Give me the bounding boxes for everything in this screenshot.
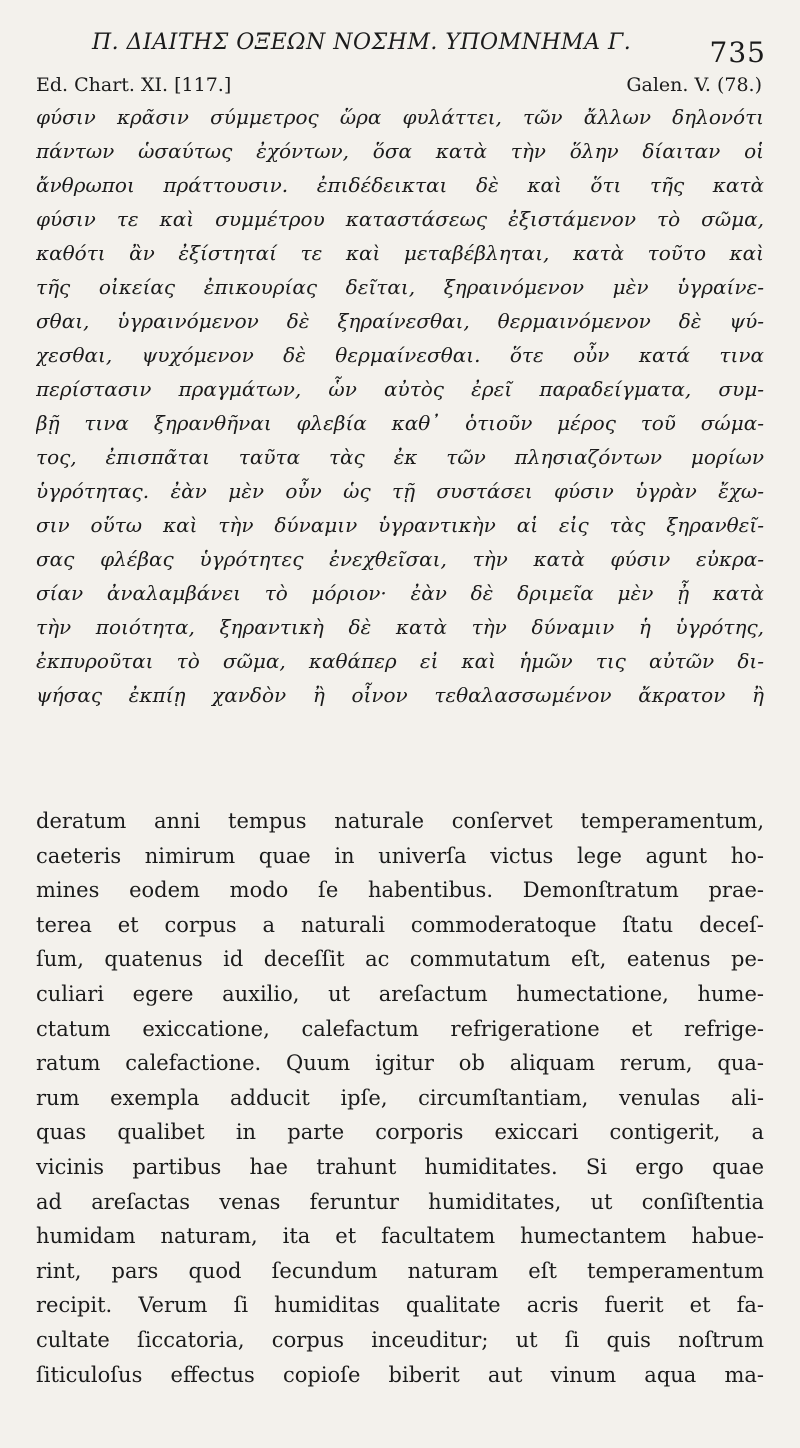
latin-line: ratum calefactione. Quum igitur ob aliquam rerum, qua- — [36, 1051, 764, 1076]
running-header-title: Π. ΔΙΑΙΤΗΣ ΟΞΕΩΝ ΝΟΣΗΜ. ΥΠΟΜΝΗΜΑ Γ. — [92, 30, 632, 55]
latin-line: ctatum exiccatione, calefactum refrigeratione et refrige- — [36, 1016, 764, 1041]
greek-line: σας φλέβας ὑγρότητες ἐνεχθεῖσαι, τὴν κατὰ φύσιν εὐκρα- — [36, 547, 764, 571]
greek-line: ὑγρότητας. ἐὰν μὲν οὖν ὡς τῇ συστάσει φύσιν ὑγρὰν ἔχω- — [36, 479, 764, 503]
greek-line: τῆς οἰκείας ἐπικουρίας δεῖται, ξηραινόμενον μὲν ὑγραίνε- — [36, 275, 764, 299]
greek-line: βῇ τινα ξηρανθῆναι φλεβία καθ᾽ ὁτιοῦν μέρος τοῦ σώμα- — [36, 411, 764, 435]
latin-line: ſiticuloſus effectus copioſe biberit aut vinum aqua ma- — [36, 1362, 764, 1387]
latin-line: vicinis partibus hae trahunt humiditates. Si ergo quae — [36, 1154, 764, 1179]
page-number: 735 — [709, 36, 766, 69]
latin-line: caeteris nimirum quae in univerſa victus lege agunt ho- — [36, 843, 764, 868]
greek-line: φύσιν τε καὶ συμμέτρου καταστάσεως ἐξιστάμενον τὸ σῶμα, — [36, 207, 764, 231]
greek-line: καθότι ἂν ἐξίστηταί τε καὶ μεταβέβληται, κατὰ τοῦτο καὶ — [36, 241, 764, 265]
greek-line: ἐκπυροῦται τὸ σῶμα, καθάπερ εἰ καὶ ἡμῶν τις αὐτῶν δι- — [36, 649, 764, 673]
greek-line: πάντων ὡσαύτως ἐχόντων, ὅσα κατὰ τὴν ὅλην δίαιταν οἱ — [36, 139, 764, 163]
greek-line: χεσθαι, ψυχόμενον δὲ θερμαίνεσθαι. ὅτε οὖν κατά τινα — [36, 343, 764, 367]
latin-line: rum exempla adducit ipſe, circumſtantiam, venulas ali- — [36, 1085, 764, 1110]
latin-translation-block — [36, 804, 764, 1392]
greek-line: τος, ἐπισπᾶται ταῦτα τὰς ἐκ τῶν πλησιαζόντων μορίων — [36, 445, 764, 469]
greek-line: σίαν ἀναλαμβάνει τὸ μόριον· ἐὰν δὲ δριμεῖα μὲν ᾖ κατὰ — [36, 581, 764, 605]
latin-line: cultate ſiccatoria, corpus inceuditur; ut ſi quis noſtrum — [36, 1327, 764, 1352]
edition-reference-chartier: Ed. Chart. XI. [117.] — [36, 74, 232, 96]
greek-text-block — [36, 100, 764, 712]
greek-line: τὴν ποιότητα, ξηραντικὴ δὲ κατὰ τὴν δύναμιν ἡ ὑγρότης, — [36, 615, 764, 639]
latin-line: ad areſactas venas feruntur humiditates, ut conſiſtentia — [36, 1189, 764, 1214]
latin-line: humidam naturam, ita et facultatem humectantem habue- — [36, 1224, 764, 1249]
latin-line: mines eodem modo ſe habentibus. Demonſtratum prae- — [36, 878, 764, 903]
latin-line: recipit. Verum ſi humiditas qualitate acris fuerit et fa- — [36, 1293, 764, 1318]
latin-line: culiari egere auxilio, ut areſactum humectatione, hume- — [36, 981, 764, 1006]
latin-line: ſum, quatenus id deceſſit ac commutatum eſt, eatenus pe- — [36, 947, 764, 972]
greek-line: σθαι, ὑγραινόμενον δὲ ξηραίνεσθαι, θερμαινόμενον δὲ ψύ- — [36, 309, 764, 333]
greek-line: ψήσας ἐκπίῃ χανδὸν ἢ οἶνον τεθαλασσωμένον ἄκρατον ἢ — [36, 683, 764, 707]
edition-reference-galen: Galen. V. (78.) — [626, 74, 762, 96]
latin-line: deratum anni tempus naturale conſervet temperamentum, — [36, 809, 764, 833]
latin-line: rint, pars quod ſecundum naturam eſt temperamentum — [36, 1258, 764, 1283]
latin-line: quas qualibet in parte corporis exiccari contigerit, a — [36, 1120, 764, 1145]
greek-line: φύσιν κρᾶσιν σύμμετρος ὥρα φυλάττει, τῶν ἄλλων δηλονότι — [36, 105, 764, 129]
latin-line: terea et corpus a naturali commoderatoque ſtatu deceſ- — [36, 912, 764, 937]
greek-line: ἄνθρωποι πράττουσιν. ἐπιδέδεικται δὲ καὶ ὅτι τῆς κατὰ — [36, 173, 764, 197]
greek-line: περίστασιν πραγμάτων, ὧν αὐτὸς ἐρεῖ παραδείγματα, συμ- — [36, 377, 764, 401]
greek-line: σιν οὕτω καὶ τὴν δύναμιν ὑγραντικὴν αἱ εἰς τὰς ξηρανθεῖ- — [36, 513, 764, 537]
